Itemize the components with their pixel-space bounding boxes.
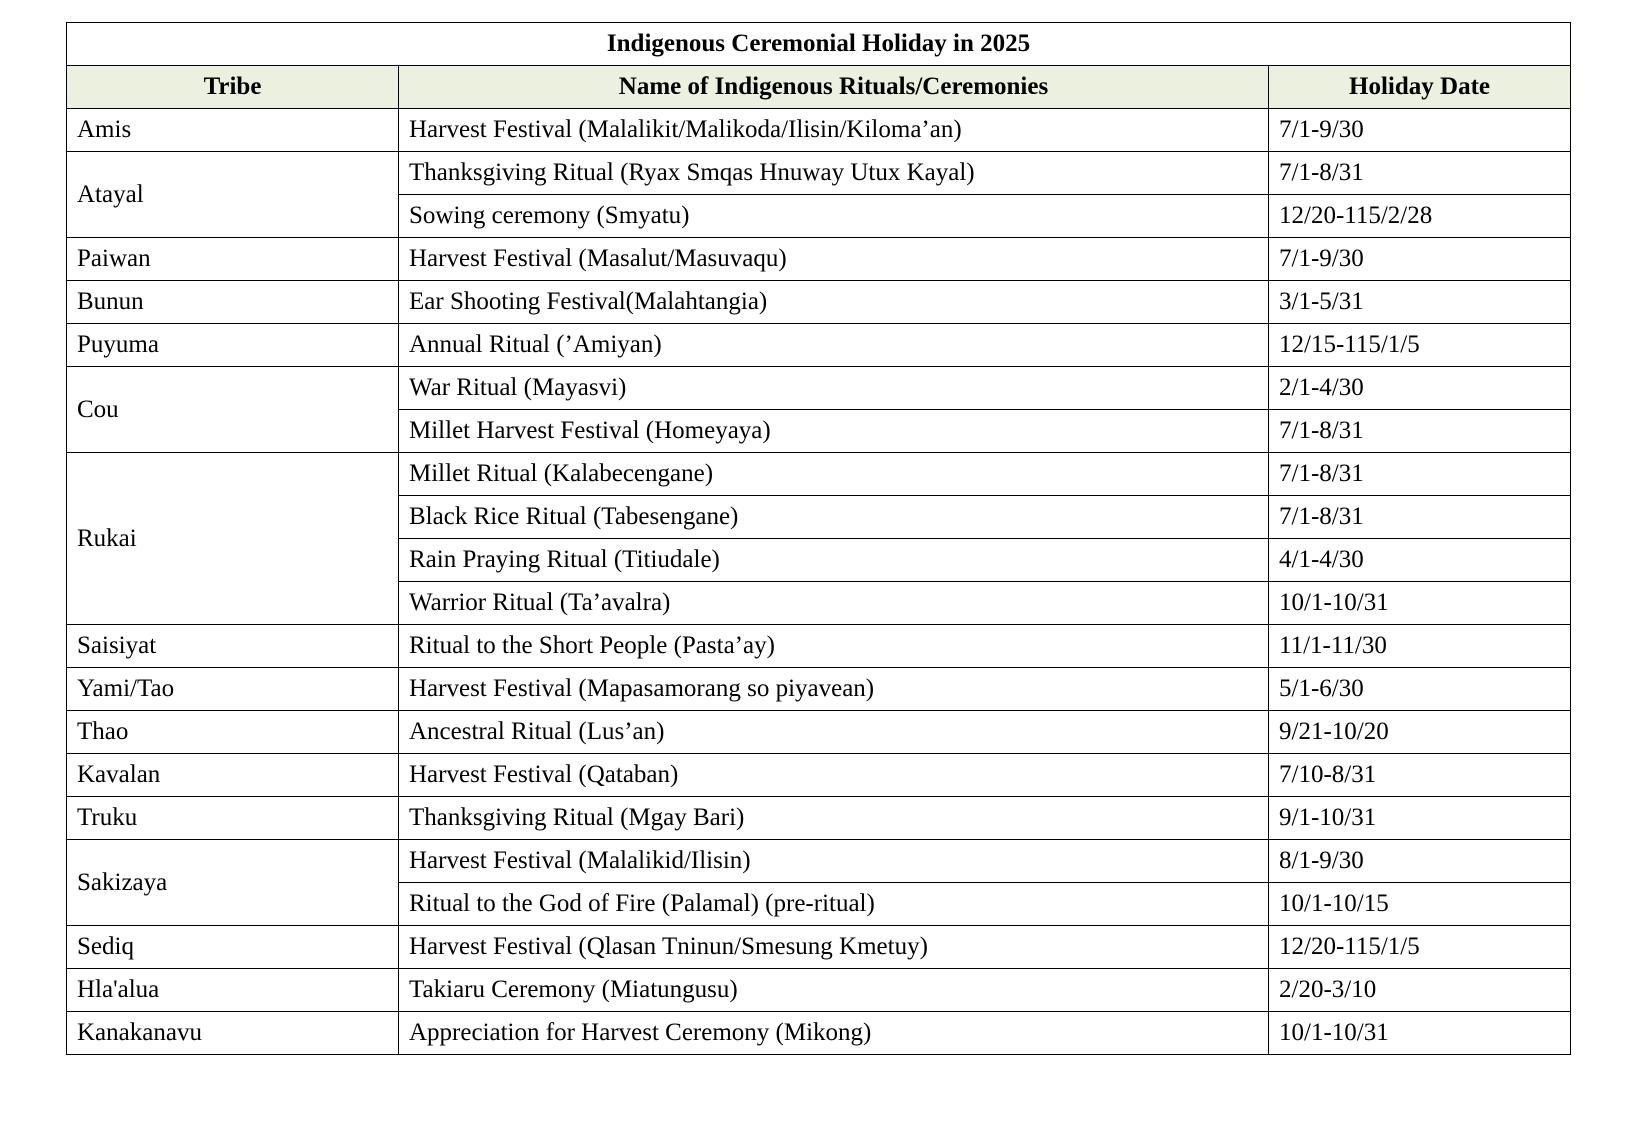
tribe-cell: Atayal [67, 152, 399, 238]
ritual-name-cell: Harvest Festival (Mapasamorang so piyavean) [399, 668, 1269, 711]
holiday-date-cell: 7/1-8/31 [1269, 410, 1571, 453]
table-row [67, 367, 1571, 410]
table-row [67, 625, 1571, 668]
ritual-name-cell: Appreciation for Harvest Ceremony (Mikong) [399, 1012, 1269, 1055]
tribe-cell: Amis [67, 109, 399, 152]
table-row [67, 668, 1571, 711]
table-title: Indigenous Ceremonial Holiday in 2025 [67, 23, 1571, 66]
holiday-date-cell: 10/1-10/31 [1269, 1012, 1571, 1055]
table-row [67, 281, 1571, 324]
ritual-name-cell: Ear Shooting Festival(Malahtangia) [399, 281, 1269, 324]
table-row [67, 1012, 1571, 1055]
holiday-date-cell: 8/1-9/30 [1269, 840, 1571, 883]
tribe-cell: Cou [67, 367, 399, 453]
table-row [67, 797, 1571, 840]
holiday-date-cell: 7/1-8/31 [1269, 453, 1571, 496]
table-body [67, 109, 1571, 1055]
holiday-date-cell: 10/1-10/15 [1269, 883, 1571, 926]
table-row [67, 840, 1571, 883]
table-row [67, 109, 1571, 152]
tribe-cell: Kanakanavu [67, 1012, 399, 1055]
holiday-date-cell: 9/21-10/20 [1269, 711, 1571, 754]
ritual-name-cell: Thanksgiving Ritual (Ryax Smqas Hnuway Utux Kayal) [399, 152, 1269, 195]
tribe-cell: Sediq [67, 926, 399, 969]
ritual-name-cell: Ritual to the God of Fire (Palamal) (pre-ritual) [399, 883, 1269, 926]
ritual-name-cell: Thanksgiving Ritual (Mgay Bari) [399, 797, 1269, 840]
holiday-date-cell: 2/20-3/10 [1269, 969, 1571, 1012]
table-row [67, 969, 1571, 1012]
tribe-cell: Paiwan [67, 238, 399, 281]
tribe-cell: Rukai [67, 453, 399, 625]
title-row [67, 23, 1571, 66]
table-row [67, 238, 1571, 281]
holiday-date-cell: 12/20-115/1/5 [1269, 926, 1571, 969]
ritual-name-cell: Black Rice Ritual (Tabesengane) [399, 496, 1269, 539]
ritual-name-cell: Ritual to the Short People (Pasta’ay) [399, 625, 1269, 668]
ritual-name-cell: Harvest Festival (Qataban) [399, 754, 1269, 797]
table-row [67, 926, 1571, 969]
ritual-name-cell: Sowing ceremony (Smyatu) [399, 195, 1269, 238]
tribe-cell: Sakizaya [67, 840, 399, 926]
tribe-cell: Saisiyat [67, 625, 399, 668]
table-row [67, 711, 1571, 754]
table-row [67, 324, 1571, 367]
tribe-cell: Truku [67, 797, 399, 840]
header-row [67, 66, 1571, 109]
ritual-name-cell: Annual Ritual (’Amiyan) [399, 324, 1269, 367]
holiday-date-cell: 5/1-6/30 [1269, 668, 1571, 711]
ritual-name-cell: Harvest Festival (Masalut/Masuvaqu) [399, 238, 1269, 281]
holiday-date-cell: 7/1-9/30 [1269, 109, 1571, 152]
header-ritual-name: Name of Indigenous Rituals/Ceremonies [399, 66, 1269, 109]
ritual-name-cell: Takiaru Ceremony (Miatungusu) [399, 969, 1269, 1012]
holiday-date-cell: 10/1-10/31 [1269, 582, 1571, 625]
holiday-date-cell: 12/20-115/2/28 [1269, 195, 1571, 238]
holiday-date-cell: 11/1-11/30 [1269, 625, 1571, 668]
tribe-cell: Thao [67, 711, 399, 754]
holiday-date-cell: 4/1-4/30 [1269, 539, 1571, 582]
ritual-name-cell: Rain Praying Ritual (Titiudale) [399, 539, 1269, 582]
tribe-cell: Hla'alua [67, 969, 399, 1012]
header-tribe: Tribe [67, 66, 399, 109]
header-holiday-date: Holiday Date [1269, 66, 1571, 109]
table-row [67, 453, 1571, 496]
holiday-date-cell: 9/1-10/31 [1269, 797, 1571, 840]
holiday-date-cell: 7/1-8/31 [1269, 152, 1571, 195]
tribe-cell: Puyuma [67, 324, 399, 367]
ritual-name-cell: War Ritual (Mayasvi) [399, 367, 1269, 410]
holiday-date-cell: 7/1-8/31 [1269, 496, 1571, 539]
ritual-name-cell: Ancestral Ritual (Lus’an) [399, 711, 1269, 754]
ritual-name-cell: Harvest Festival (Qlasan Tninun/Smesung Kmetuy) [399, 926, 1269, 969]
holiday-date-cell: 2/1-4/30 [1269, 367, 1571, 410]
ritual-name-cell: Harvest Festival (Malalikit/Malikoda/Ilisin/Kiloma’an) [399, 109, 1269, 152]
table-row [67, 754, 1571, 797]
holiday-date-cell: 3/1-5/31 [1269, 281, 1571, 324]
ceremonial-holiday-table [66, 22, 1571, 1055]
table-row [67, 152, 1571, 195]
ritual-name-cell: Harvest Festival (Malalikid/Ilisin) [399, 840, 1269, 883]
ritual-name-cell: Millet Harvest Festival (Homeyaya) [399, 410, 1269, 453]
holiday-date-cell: 12/15-115/1/5 [1269, 324, 1571, 367]
holiday-date-cell: 7/10-8/31 [1269, 754, 1571, 797]
tribe-cell: Yami/Tao [67, 668, 399, 711]
tribe-cell: Bunun [67, 281, 399, 324]
ritual-name-cell: Millet Ritual (Kalabecengane) [399, 453, 1269, 496]
tribe-cell: Kavalan [67, 754, 399, 797]
ritual-name-cell: Warrior Ritual (Ta’avalra) [399, 582, 1269, 625]
holiday-date-cell: 7/1-9/30 [1269, 238, 1571, 281]
